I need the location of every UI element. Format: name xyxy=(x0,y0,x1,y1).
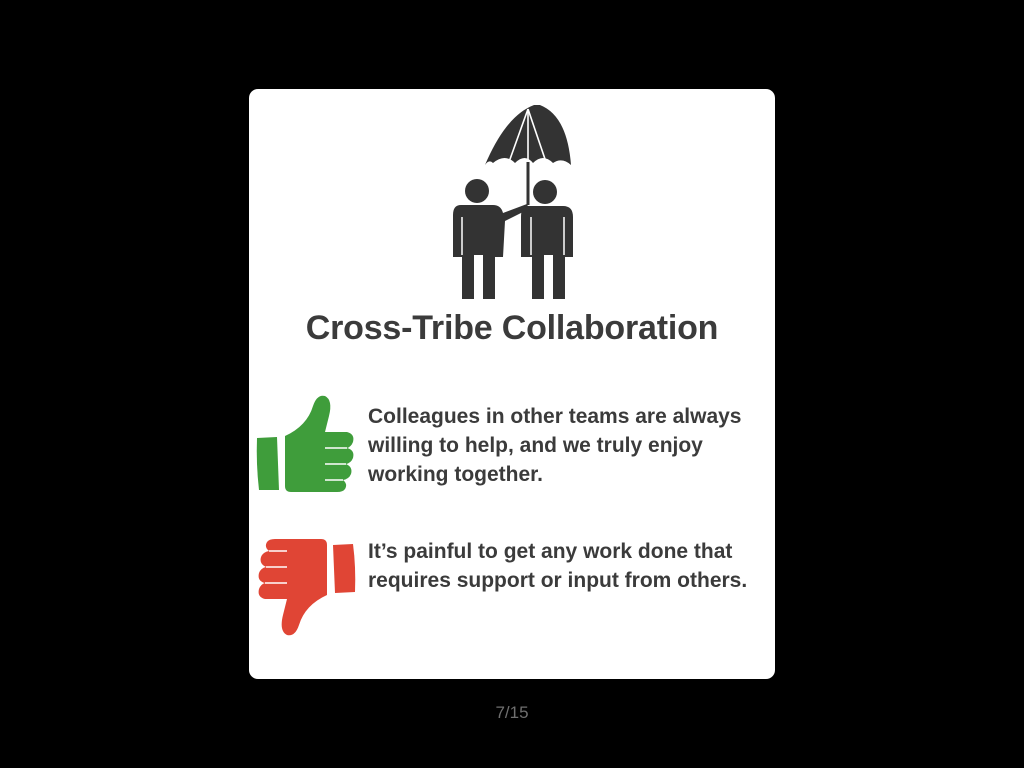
two-people-under-umbrella-icon xyxy=(447,105,573,299)
thumbs-up-icon xyxy=(255,392,357,494)
pro-text: Colleagues in other teams are always willing to help, and we truly enjoy working together. xyxy=(368,405,742,486)
con-text: It’s painful to get any work done that requires support or input from others. xyxy=(368,540,748,592)
slide-title: Cross-Tribe Collaboration xyxy=(305,309,719,347)
slide-card xyxy=(249,89,775,679)
thumbs-down-icon xyxy=(255,537,357,639)
page-indicator: 7/15 xyxy=(495,703,529,722)
